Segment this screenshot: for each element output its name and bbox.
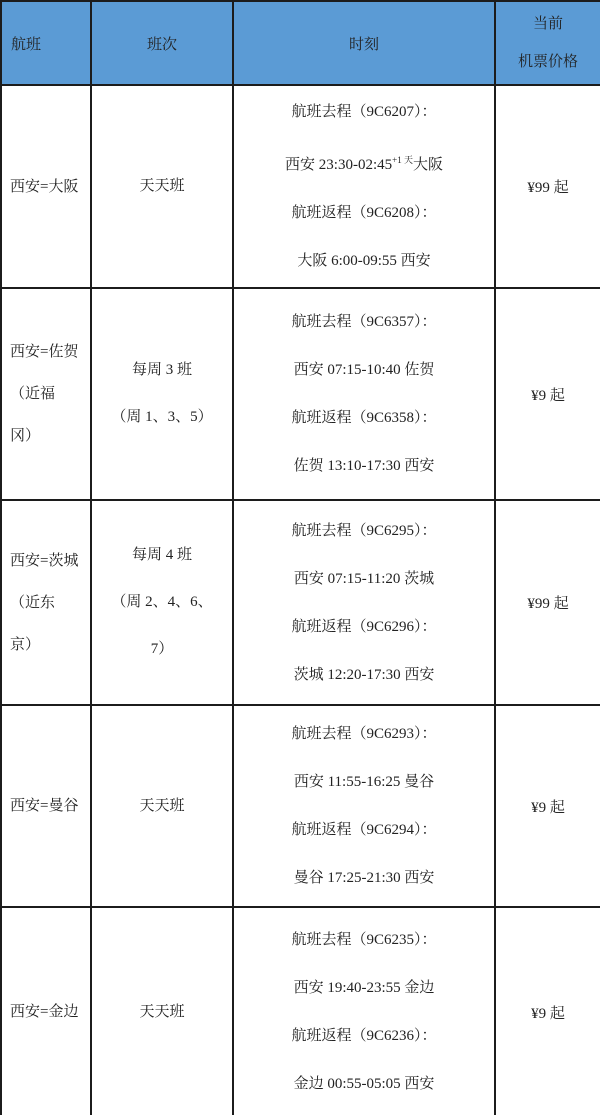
flight-route-cell	[1, 288, 91, 500]
schedule-line: 航班去程（9C6295）：	[291, 522, 437, 539]
schedule-line: 航班去程（9C6357）：	[291, 314, 437, 330]
schedule-cell	[233, 85, 495, 288]
schedule-line: 航班去程（9C6207）：	[291, 104, 437, 120]
flight-route-line: （近东	[10, 594, 56, 611]
schedule-line: 佐贺 13:10-17:30 西安	[293, 458, 435, 474]
frequency-line: 每周 4 班	[131, 547, 192, 563]
frequency-line: 每周 3 班	[131, 362, 192, 378]
schedule-line	[234, 136, 494, 189]
flight-route-line: 西安=大阪	[10, 178, 79, 195]
schedule-line: 航班去程（9C6235）：	[291, 932, 437, 948]
flight-route-line: 西安=金边	[10, 1004, 79, 1020]
schedule-line: 大阪 6:00-09:55 西安	[297, 253, 431, 269]
frequency-line: 7）	[150, 641, 174, 657]
header-row	[1, 1, 600, 85]
schedule-city-text: 大阪	[412, 157, 443, 173]
price-cell: ¥9 起	[495, 907, 600, 1115]
schedule-line: 茨城 12:20-17:30 西安	[293, 666, 435, 683]
table-header	[1, 1, 600, 85]
flight-route-cell	[1, 500, 91, 705]
schedule-line: 航班去程（9C6293）：	[291, 726, 437, 742]
schedule-line: 航班返程（9C6358）：	[291, 410, 437, 426]
table-row	[1, 500, 600, 705]
schedule-line: 航班返程（9C6296）：	[291, 618, 437, 635]
schedule-cell	[233, 705, 495, 907]
table-row	[1, 288, 600, 500]
header-flight: 航班	[1, 1, 91, 85]
schedule-line: 金边 00:55-05:05 西安	[293, 1076, 435, 1092]
header-price-line-2: 机票价格	[517, 54, 578, 70]
flight-route-line: 西安=茨城	[10, 552, 79, 569]
flight-route-line: 西安=曼谷	[10, 798, 79, 814]
header-price	[495, 1, 600, 85]
schedule-line: 航班返程（9C6208）：	[291, 205, 437, 221]
flight-route-line: 冈）	[10, 428, 41, 444]
table-row	[1, 705, 600, 907]
frequency-line: （周 2、4、6、	[111, 594, 213, 610]
header-price-line-1: 当前	[532, 16, 563, 32]
schedule-line: 曼谷 17:25-21:30 西安	[293, 870, 435, 886]
flight-route-cell	[1, 907, 91, 1115]
price-cell: ¥99 起	[495, 500, 600, 705]
frequency-line: 天天班	[139, 178, 185, 194]
price-cell: ¥9 起	[495, 288, 600, 500]
table-row	[1, 907, 600, 1115]
schedule-line: 航班返程（9C6294）：	[291, 822, 437, 838]
price-cell: ¥99 起	[495, 85, 600, 288]
price-cell: ¥9 起	[495, 705, 600, 907]
frequency-line: 天天班	[139, 797, 185, 814]
frequency-line: 天天班	[139, 1003, 185, 1020]
header-frequency: 班次	[91, 1, 233, 85]
next-day-superscript: +1 天	[392, 155, 413, 165]
table-body	[1, 85, 600, 1115]
flight-route-line: 京）	[10, 636, 41, 653]
flight-route-cell	[1, 85, 91, 288]
frequency-cell	[91, 907, 233, 1115]
frequency-cell	[91, 705, 233, 907]
schedule-line: 西安 19:40-23:55 金边	[293, 980, 435, 996]
frequency-cell	[91, 288, 233, 500]
schedule-time-text: 西安 23:30-02:45	[285, 157, 393, 173]
flight-route-cell	[1, 705, 91, 907]
header-schedule: 时刻	[233, 1, 495, 85]
frequency-cell	[91, 500, 233, 705]
schedule-cell	[233, 500, 495, 705]
schedule-line: 航班返程（9C6236）：	[291, 1028, 437, 1044]
schedule-line: 西安 07:15-10:40 佐贺	[293, 362, 435, 378]
frequency-cell	[91, 85, 233, 288]
schedule-line: 西安 11:55-16:25 曼谷	[293, 774, 435, 790]
frequency-line: （周 1、3、5）	[111, 409, 213, 425]
flight-route-line: 西安=佐贺	[10, 344, 79, 360]
flight-route-line: （近福	[10, 386, 56, 402]
schedule-cell	[233, 288, 495, 500]
schedule-cell	[233, 907, 495, 1115]
table-row	[1, 85, 600, 288]
schedule-line: 西安 07:15-11:20 茨城	[293, 570, 435, 587]
